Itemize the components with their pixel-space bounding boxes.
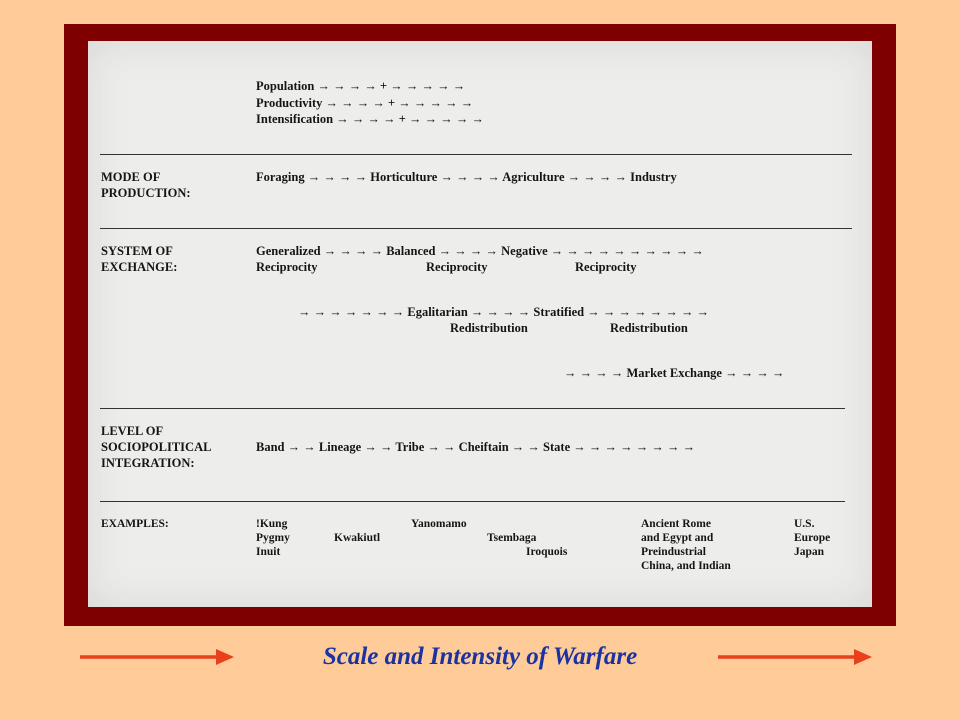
mode-label-2: PRODUCTION: [101, 186, 191, 200]
sociopolitical-sequence: Band → → Lineage → → Tribe → → Cheiftain → → State → → → → → → → → [256, 440, 696, 454]
divider [100, 501, 845, 502]
caption: Scale and Intensity of Warfare [322, 643, 638, 670]
example-japan: Japan [794, 546, 825, 558]
right-arrow-icon [718, 645, 874, 669]
exchange-label-2: EXCHANGE: [101, 260, 178, 274]
example-kung: !Kung [256, 518, 288, 530]
negative-reciprocity: Reciprocity [575, 260, 637, 274]
reciprocity-sequence: Generalized → → → → Balanced → → → → Negative → → → → → → → → → → [256, 244, 704, 258]
example-tsembaga: Tsembaga [487, 532, 537, 544]
example-inuit: Inuit [256, 546, 281, 558]
intensification-trend: Intensification → → → → + → → → → → [256, 112, 484, 126]
mode-label: MODE OF [101, 170, 161, 184]
redistribution-sequence: → → → → → → → Egalitarian → → → → Stratified → → → → → → → → [298, 305, 710, 319]
scanned-chart [88, 41, 872, 607]
mode-sequence: Foraging → → → → Horticulture → → → → Agriculture → → → → Industry [256, 170, 677, 184]
population-trend: Population → → → → + → → → → → [256, 79, 466, 93]
divider [100, 408, 845, 409]
sociopolitical-label-2: SOCIOPOLITICAL [101, 440, 212, 454]
example-ancient-1: Ancient Rome [641, 518, 711, 530]
example-ancient-2: and Egypt and [641, 532, 714, 544]
exchange-label: SYSTEM OF [101, 244, 173, 258]
example-kwakiutl: Kwakiutl [334, 532, 381, 544]
market-exchange-sequence: → → → → Market Exchange → → → → [564, 366, 785, 380]
example-iroquois: Iroquois [526, 546, 568, 558]
balanced-reciprocity: Reciprocity [426, 260, 488, 274]
productivity-trend: Productivity → → → → + → → → → → [256, 96, 474, 110]
sociopolitical-label-3: INTEGRATION: [101, 456, 195, 470]
example-us: U.S. [794, 518, 815, 530]
example-europe: Europe [794, 532, 831, 544]
sociopolitical-label: LEVEL OF [101, 424, 164, 438]
egalitarian-redistribution: Redistribution [450, 321, 528, 335]
divider [100, 154, 852, 155]
stratified-redistribution: Redistribution [610, 321, 688, 335]
generalized-reciprocity: Reciprocity [256, 260, 318, 274]
example-yanomamo: Yanomamo [411, 518, 467, 530]
examples-label: EXAMPLES: [101, 518, 169, 530]
example-ancient-4: China, and Indian [641, 560, 731, 572]
example-ancient-3: Preindustrial [641, 546, 706, 558]
example-pygmy: Pygmy [256, 532, 290, 544]
divider [100, 228, 852, 229]
